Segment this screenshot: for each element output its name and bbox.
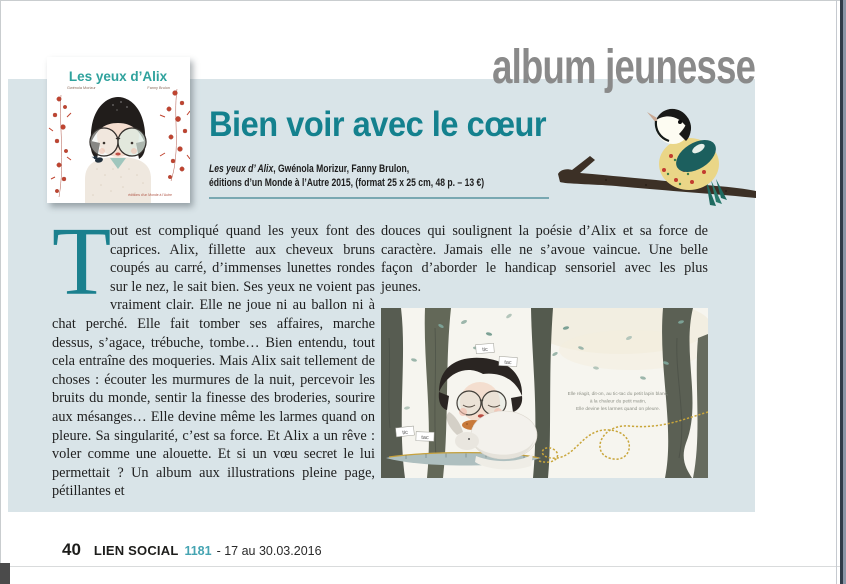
article-reference — [209, 163, 484, 190]
bottom-left-block — [0, 563, 10, 584]
svg-text:tic: tic — [402, 429, 409, 437]
article-title: Bien voir avec le cœur — [209, 105, 547, 144]
cover-publisher: éditions d’un Monde à l’Autre — [128, 193, 172, 197]
book-title-ref: Les yeux d’ Alix — [209, 163, 274, 175]
book-cover-illustration — [47, 57, 190, 203]
svg-text:à la chaleur du petit matin,: à la chaleur du petit matin, — [589, 399, 647, 405]
issue-number: 1181 — [184, 544, 212, 558]
interior-illustration — [381, 308, 708, 478]
dropcap: T — [52, 208, 112, 315]
page-border-top — [0, 0, 846, 1]
window-edge-light — [836, 0, 837, 584]
authors-ref: , Gwénola Morizur, Fanny Brulon, — [273, 163, 410, 175]
svg-text:tac: tac — [504, 359, 512, 367]
reference-divider — [209, 197, 549, 199]
article-column-1 — [52, 208, 375, 501]
svg-text:tac: tac — [421, 434, 429, 442]
cover-author-left: Gwénola Morizur — [67, 86, 96, 90]
article-text-2: douces qui soulignent la poésie d’Alix et sa force de caractère. Jamais elle ne s’avoue vaincue. Une belle façon d’aborder le handicap sensoriel avec les plus jeunes. — [381, 223, 708, 295]
article-text-1: out est compliqué quand les yeux font des caprices. Alix, fillette aux cheveux bruns coupés au carré, d’immenses lunettes rondes sur le nez, le sait bien. Ses yeux ne voient pas vraiment clair. Elle ne joue ni au ballon ni à chat perché. Elle fait tomber ses affaires, marche dessus, s’agace, trébuche, tombe… Bien entendu, tout cela entraîne des moqueries. Mais Alix sait tellement de choses : écouter les murmures de la nuit, percevoir les bruits du monde, sentir la finesse des broderies, sourire aux mésanges… Elle devine même les larmes quand on pleure. Sa singularité, c’est sa force. Et Alix a un rêve : voler comme une alouette. Et si un vœu secret le lui permettait ? Un album aux illustrations pleine page, pétillantes et — [52, 223, 375, 500]
cover-author-right: Fanny Brulon — [147, 86, 170, 90]
svg-text:Elle devine les larmes quand o: Elle devine les larmes quand on pleure. — [576, 407, 660, 412]
section-label: album jeunesse — [491, 41, 755, 94]
edition-ref: éditions d’un Monde à l’Autre 2015, (format 25 x 25 cm, 48 p. – 13 €) — [209, 176, 485, 189]
bird-head — [647, 109, 691, 144]
issue-dates: - 17 au 30.03.2016 — [216, 544, 322, 558]
page-border-left — [0, 0, 1, 584]
svg-text:tic: tic — [482, 346, 489, 354]
cover-title: Les yeux d’Alix — [68, 69, 168, 84]
magazine-title: LIEN SOCIAL — [93, 543, 179, 558]
page-number: 40 — [62, 540, 81, 559]
page-border-bottom — [0, 566, 846, 567]
book-cover — [47, 57, 190, 203]
bird-branch-illustration — [556, 96, 756, 208]
svg-text:Elle réagit, dit-on, au tic-ta: Elle réagit, dit-on, au tic-tac du petit lapin blanc, — [567, 392, 669, 397]
page-footer — [62, 540, 322, 560]
